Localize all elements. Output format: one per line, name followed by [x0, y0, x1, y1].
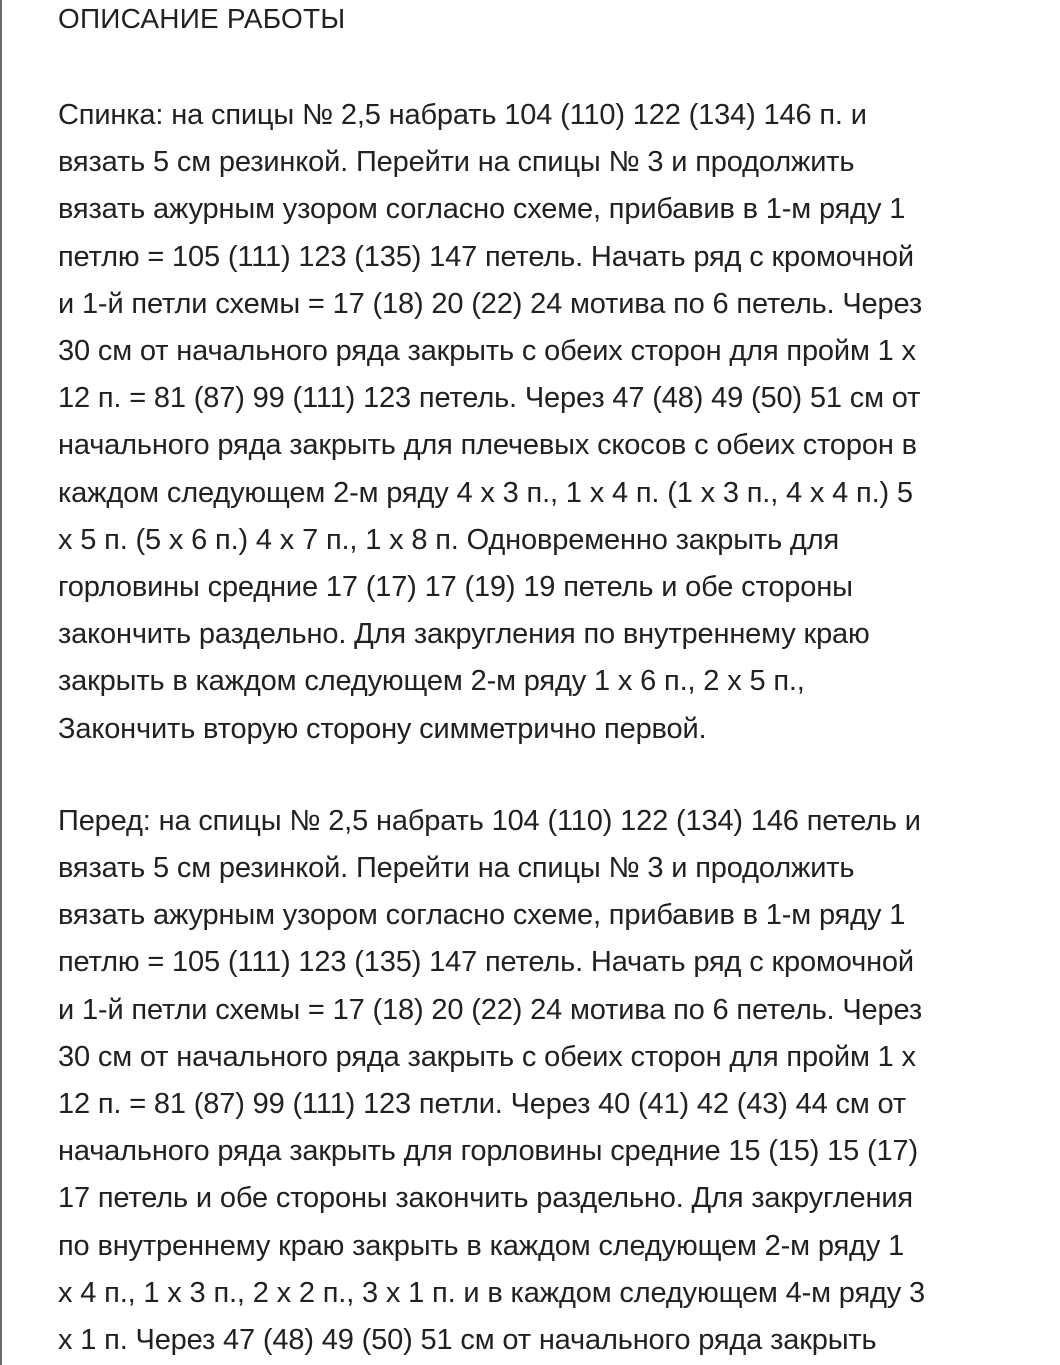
text-line: петлю = 105 (111) 123 (135) 147 петель. Начать ряд с кромочной: [58, 240, 914, 273]
front-section-paragraph: [58, 798, 1038, 1364]
text-line: 12 п. = 81 (87) 99 (111) 123 петель. Через 47 (48) 49 (50) 51 см от: [58, 382, 921, 415]
text-line: Закончить вторую сторону симметрично первой.: [58, 712, 707, 745]
text-line: Спинка: на спицы № 2,5 набрать 104 (110) 122 (134) 146 п. и: [58, 99, 867, 131]
document-page: [58, 0, 1038, 1364]
text-line: закончить раздельно. Для закругления по внутреннему краю: [58, 618, 870, 651]
text-line: начального ряда закрыть для горловины средние 15 (15) 15 (17): [58, 1135, 919, 1168]
text-line: х 1 п. Через 47 (48) 49 (50) 51 см от начального ряда закрыть: [58, 1324, 877, 1357]
text-line: закрыть в каждом следующем 2-м ряду 1 х 6 п., 2 х 5 п.,: [58, 665, 805, 698]
text-line: х 5 п. (5 х 6 п.) 4 х 7 п., 1 х 8 п. Одновременно закрыть для: [58, 523, 840, 556]
text-line: вязать 5 см резинкой. Перейти на спицы № 3 и продолжить: [58, 146, 855, 179]
text-line: вязать 5 см резинкой. Перейти на спицы № 3 и продолжить: [58, 852, 855, 885]
text-line: вязать ажурным узором согласно схеме, прибавив в 1-м ряду 1: [58, 899, 906, 932]
back-section-paragraph: [58, 92, 1038, 753]
text-line: вязать ажурным узором согласно схеме, прибавив в 1-м ряду 1: [58, 193, 906, 226]
text-line: 30 см от начального ряда закрыть с обеих сторон для пройм 1 х: [58, 335, 916, 368]
text-line: х 4 п., 1 х 3 п., 2 х 2 п., 3 х 1 п. и в каждом следующем 4-м ряду 3: [58, 1276, 926, 1309]
text-line: и 1-й петли схемы = 17 (18) 20 (22) 24 мотива по 6 петель. Через: [58, 993, 922, 1026]
section-heading: ОПИСАНИЕ РАБОТЫ: [58, 3, 346, 34]
text-line: Перед: на спицы № 2,5 набрать 104 (110) 122 (134) 146 петель и: [58, 804, 921, 837]
text-line: 17 петель и обе стороны закончить раздельно. Для закругления: [58, 1182, 913, 1215]
page-left-border: [0, 0, 2, 1365]
text-line: и 1-й петли схемы = 17 (18) 20 (22) 24 мотива по 6 петель. Через: [58, 287, 922, 320]
text-line: по внутреннему краю закрыть в каждом следующем 2-м ряду 1: [58, 1229, 905, 1262]
text-line: 12 п. = 81 (87) 99 (111) 123 петли. Через 40 (41) 42 (43) 44 см от: [58, 1088, 907, 1121]
text-line: 30 см от начального ряда закрыть с обеих сторон для пройм 1 х: [58, 1040, 916, 1073]
text-line: каждом следующем 2-м ряду 4 х 3 п., 1 х 4 п. (1 х 3 п., 4 х 4 п.) 5: [58, 476, 913, 509]
text-line: петлю = 105 (111) 123 (135) 147 петель. Начать ряд с кромочной: [58, 946, 914, 979]
text-line: горловины средние 17 (17) 17 (19) 19 петель и обе стороны: [58, 571, 853, 604]
text-line: начального ряда закрыть для плечевых скосов с обеих сторон в: [58, 429, 917, 462]
